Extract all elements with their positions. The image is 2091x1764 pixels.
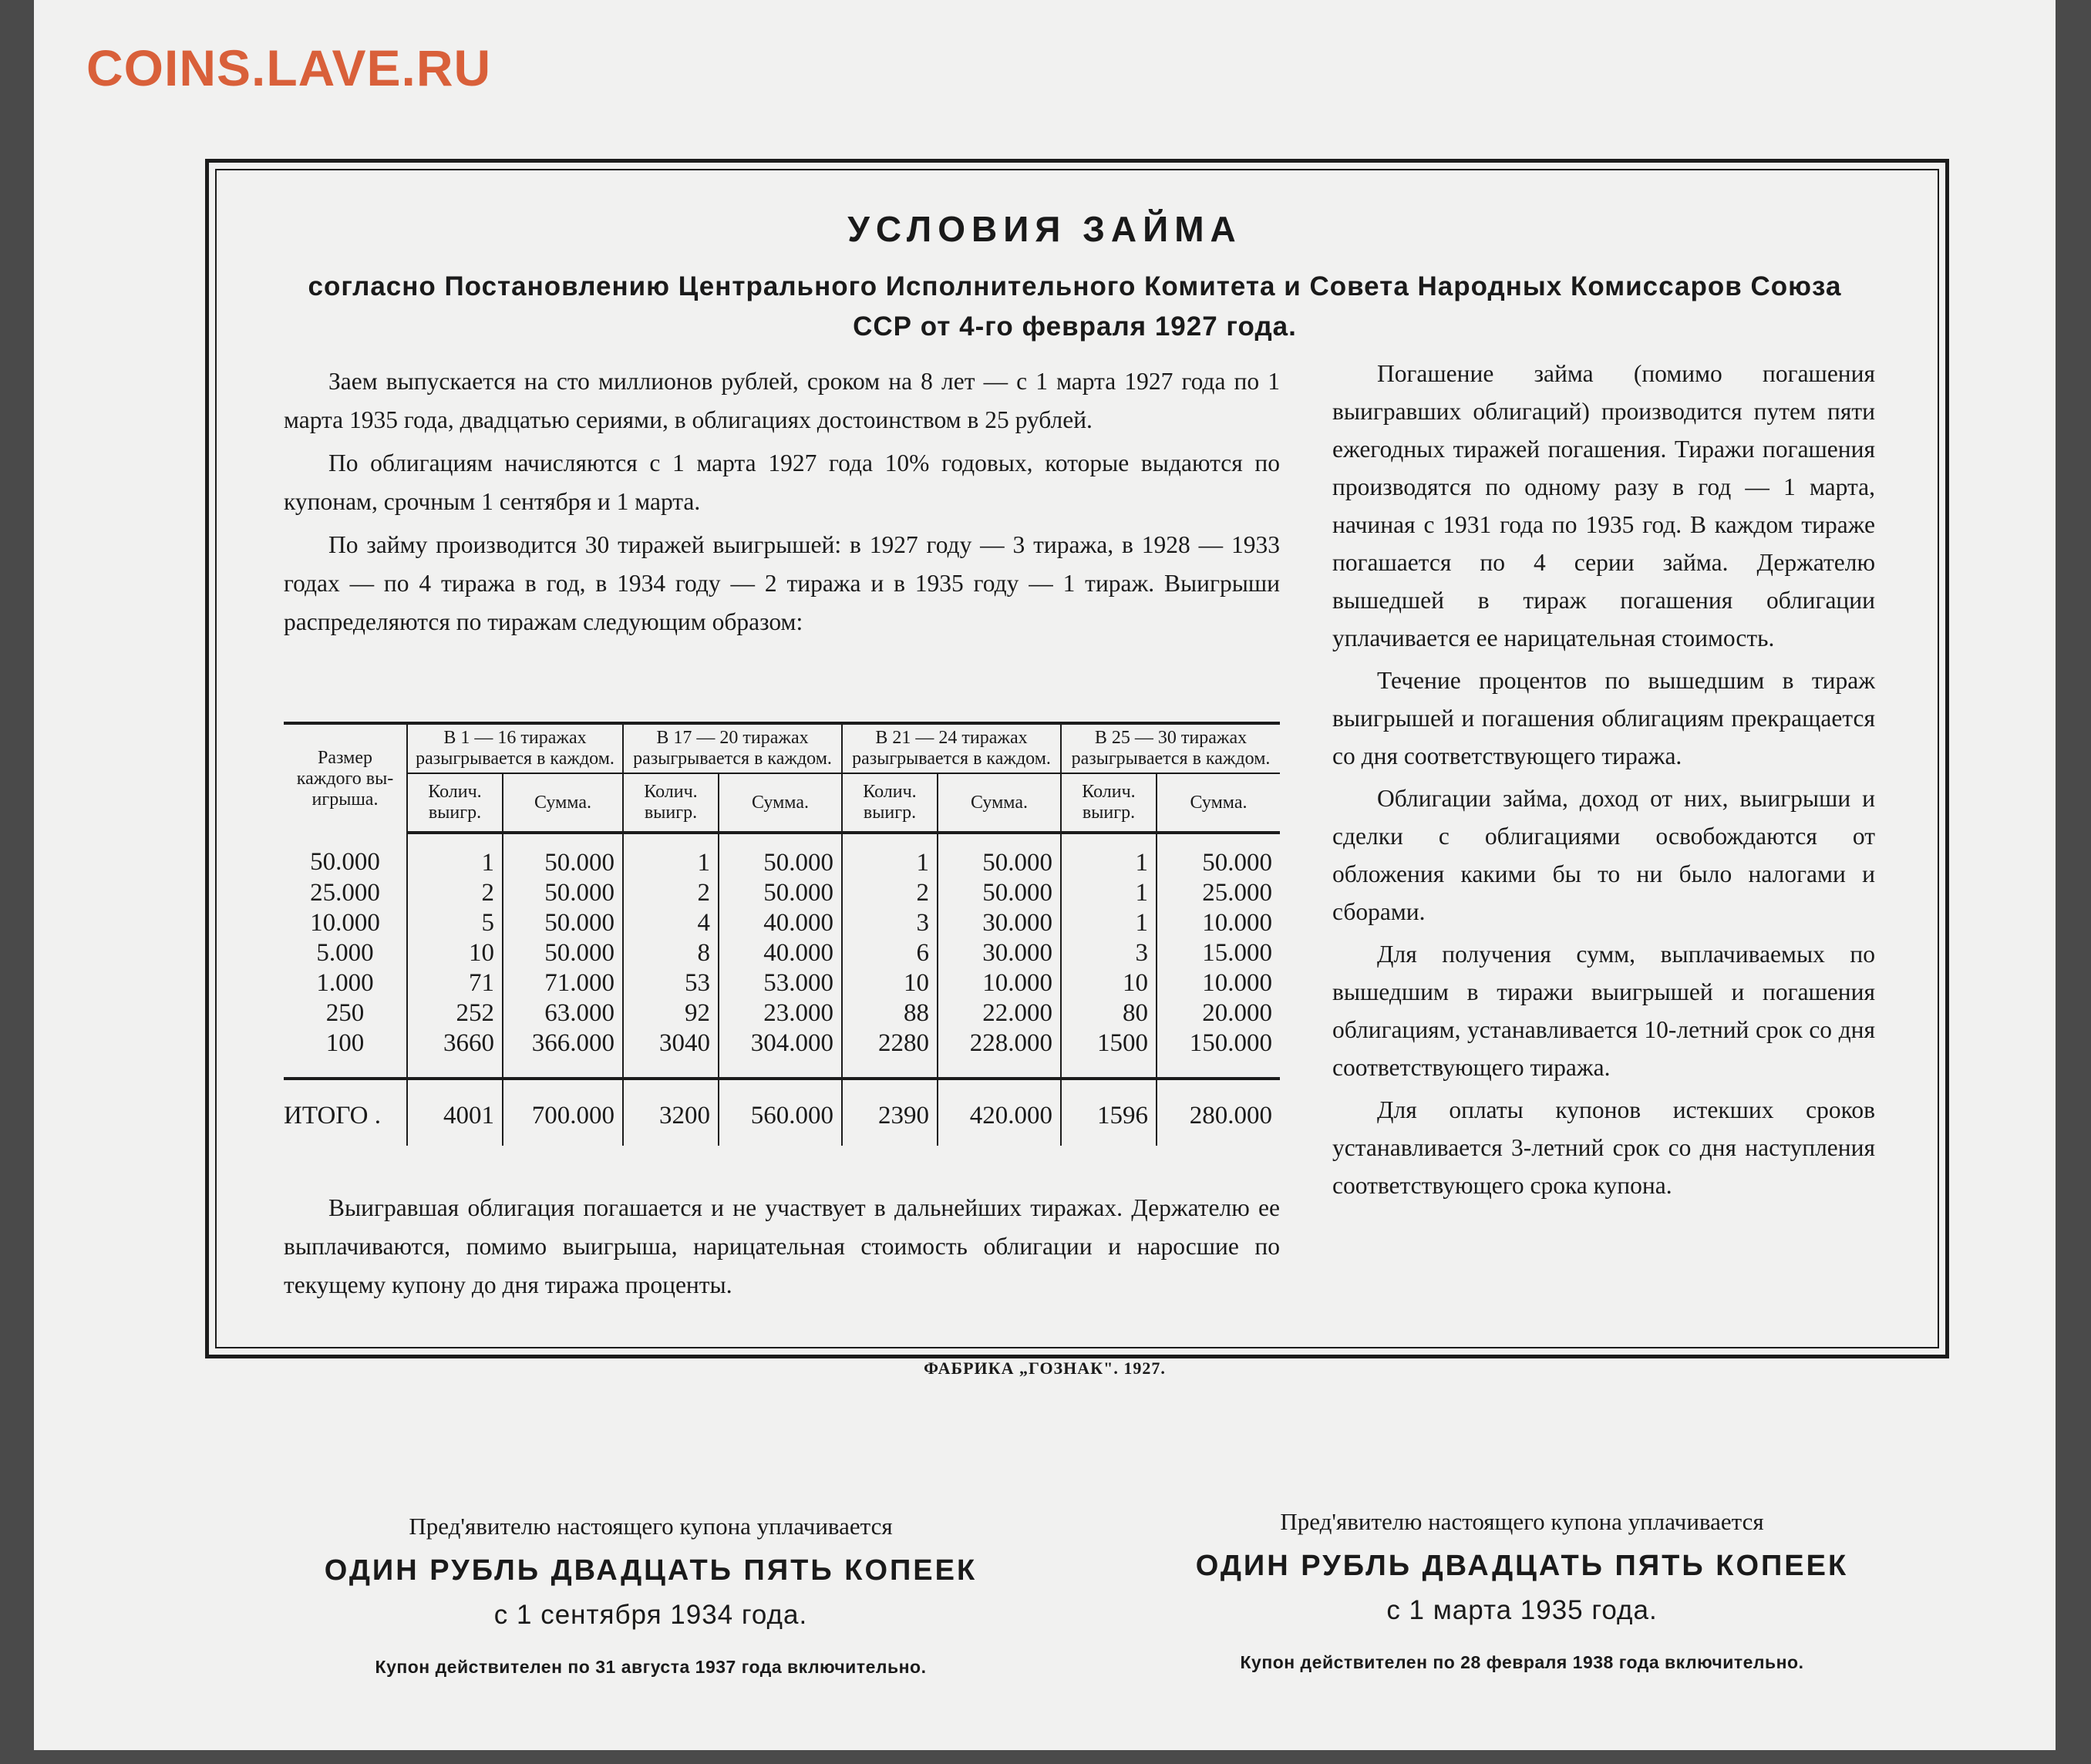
- win-count-cell: 88: [842, 998, 938, 1028]
- win-count-cell: 6: [842, 938, 938, 968]
- left-column: [284, 362, 1280, 646]
- win-count-cell: 10: [1061, 968, 1157, 998]
- draw-group-header: В 1 — 16 тиражах разыгрывается в каждом.: [407, 723, 623, 773]
- win-sum-cell: 50.000: [503, 878, 623, 908]
- coupon-validity: Купон действителен по 31 августа 1937 года включительно.: [375, 1657, 927, 1677]
- table-row: [284, 833, 1280, 878]
- right-paragraph: Облигации займа, доход от них, выигрыши и сделки с облигациями освобождаются от обложения какими бы то ни было налогами и сборами.: [1332, 785, 1875, 925]
- win-count-cell: 71: [407, 968, 503, 998]
- win-sum-cell: 40.000: [719, 938, 842, 968]
- sum-header: Сумма.: [503, 773, 623, 833]
- coupon-amount: ОДИН РУБЛЬ ДВАДЦАТЬ ПЯТЬ КОПЕЕК: [324, 1554, 978, 1587]
- win-sum-cell: 10.000: [1157, 908, 1280, 938]
- win-count-cell: 3: [842, 908, 938, 938]
- win-sum-cell: 40.000: [719, 908, 842, 938]
- win-count-cell: 1500: [1061, 1028, 1157, 1079]
- win-count-cell: 80: [1061, 998, 1157, 1028]
- right-paragraph: Погашение займа (помимо погашения выигравших облигаций) производится путем пяти ежегодных тиражей погашения. Тиражи погашения производятся по одному разу в год — 1 марта, начиная с 1931 года по 1935 год. В каждом тираже погашается по 4 серии займа. Держателю вышедшей в тираж погашения облигации уплачивается ее нарицательная стоимость.: [1332, 360, 1875, 651]
- document-subtitle: согласно Постановлению Центрального Исполнительного Комитета и Совета Народных Комиссаров Союза ССР от 4-го февраля 1927 года.: [308, 271, 1842, 342]
- win-sum-cell: 304.000: [719, 1028, 842, 1079]
- win-sum-cell: 50.000: [719, 833, 842, 878]
- win-sum-cell: 50.000: [503, 938, 623, 968]
- win-sum-cell: 50.000: [503, 908, 623, 938]
- win-sum-cell: 50.000: [938, 833, 1061, 878]
- total-cell: 4001: [407, 1079, 503, 1146]
- coupon-validity: Купон действителен по 28 февраля 1938 года включительно.: [1240, 1652, 1804, 1672]
- document-sheet: [34, 0, 2056, 1750]
- count-header: Колич. выигр.: [623, 773, 719, 833]
- win-count-cell: 1: [1061, 878, 1157, 908]
- coupon-date: с 1 марта 1935 года.: [1386, 1595, 1658, 1625]
- win-count-cell: 3660: [407, 1028, 503, 1079]
- table-row: [284, 938, 1280, 968]
- win-sum-cell: 50.000: [938, 878, 1061, 908]
- win-sum-cell: 50.000: [503, 833, 623, 878]
- total-cell: 1596: [1061, 1079, 1157, 1146]
- win-count-cell: 1: [842, 833, 938, 878]
- win-sum-cell: 63.000: [503, 998, 623, 1028]
- win-sum-cell: 150.000: [1157, 1028, 1280, 1079]
- left-paragraph: По займу производится 30 тиражей выигрышей: в 1927 году — 3 тиража, в 1928 — 1933 годах — по 4 тиража в год, в 1934 году — 2 тиража и в 1935 году — 1 тираж. Выигрыши распределяются по тиражам следующим образом:: [284, 531, 1280, 635]
- table-row: [284, 908, 1280, 938]
- win-sum-cell: 30.000: [938, 938, 1061, 968]
- document-title: УСЛОВИЯ ЗАЙМА: [847, 209, 1242, 249]
- win-size-cell: 1.000: [316, 969, 374, 997]
- watermark: COINS.LAVE.RU: [86, 39, 492, 96]
- win-sum-cell: 10.000: [1157, 968, 1280, 998]
- win-size-cell: 250: [325, 999, 365, 1027]
- win-sum-cell: 50.000: [1157, 833, 1280, 878]
- win-sum-cell: 71.000: [503, 968, 623, 998]
- win-count-cell: 92: [623, 998, 719, 1028]
- right-paragraph: Для получения сумм, выплачиваемых по вышедшим в тиражи выигрышей и погашения облигациям, устанавливается 10-летний срок со дня соответствующего тиража.: [1332, 941, 1875, 1081]
- win-count-cell: 2: [842, 878, 938, 908]
- total-cell: 3200: [623, 1079, 719, 1146]
- right-paragraph: Течение процентов по вышедшим в тираж выигрышей и погашения облигациям прекращается со дня соответствующего тиража.: [1332, 667, 1875, 769]
- win-count-cell: 53: [623, 968, 719, 998]
- table-row: [284, 878, 1280, 908]
- winnings-table: [284, 722, 1280, 1146]
- sum-header: Сумма.: [719, 773, 842, 833]
- win-size-cell: 5.000: [316, 939, 374, 967]
- draw-group-header: В 17 — 20 тиражах разыгрывается в каждом.: [623, 723, 842, 773]
- sum-header: Сумма.: [938, 773, 1061, 833]
- win-sum-cell: 22.000: [938, 998, 1061, 1028]
- right-paragraph: Для оплаты купонов истекших сроков устанавливается 3-летний срок со дня наступления соответствующего срока купона.: [1332, 1096, 1875, 1199]
- draw-group-header: В 25 — 30 тиражах разыгрывается в каждом.: [1061, 723, 1280, 773]
- win-count-cell: 8: [623, 938, 719, 968]
- win-size-cell: 25.000: [310, 879, 380, 907]
- total-cell: 560.000: [719, 1079, 842, 1146]
- win-count-cell: 1: [623, 833, 719, 878]
- after-table-text: [284, 1189, 1280, 1304]
- total-cell: 280.000: [1157, 1079, 1280, 1146]
- win-sum-cell: 20.000: [1157, 998, 1280, 1028]
- left-paragraph: Заем выпускается на сто миллионов рублей, сроком на 8 лет — с 1 марта 1927 года по 1 марта 1935 года, двадцатью сериями, в облигациях достоинством в 25 рублей.: [284, 368, 1280, 433]
- coupon-amount: ОДИН РУБЛЬ ДВАДЦАТЬ ПЯТЬ КОПЕЕК: [1195, 1550, 1849, 1582]
- win-count-cell: 2: [623, 878, 719, 908]
- win-sum-cell: 228.000: [938, 1028, 1061, 1079]
- win-count-cell: 1: [1061, 908, 1157, 938]
- win-sum-cell: 366.000: [503, 1028, 623, 1079]
- win-count-cell: 3: [1061, 938, 1157, 968]
- total-label: ИТОГО .: [284, 1079, 407, 1146]
- total-cell: 2390: [842, 1079, 938, 1146]
- left-paragraph: По облигациям начисляются с 1 марта 1927 года 10% годовых, которые выдаются по купонам, срочным 1 сентября и 1 марта.: [284, 449, 1280, 515]
- coupon-date: с 1 сентября 1934 года.: [493, 1600, 808, 1630]
- factory-imprint: ФАБРИКА „ГОЗНАК". 1927.: [924, 1358, 1166, 1378]
- count-header: Колич. выигр.: [407, 773, 503, 833]
- win-count-cell: 252: [407, 998, 503, 1028]
- win-sum-cell: 15.000: [1157, 938, 1280, 968]
- win-count-cell: 2280: [842, 1028, 938, 1079]
- win-count-cell: 10: [842, 968, 938, 998]
- win-count-cell: 10: [407, 938, 503, 968]
- sum-header: Сумма.: [1157, 773, 1280, 833]
- table-row: [284, 1028, 1280, 1079]
- size-header: Размер каждого вы-игрыша.: [284, 723, 407, 833]
- win-sum-cell: 10.000: [938, 968, 1061, 998]
- count-header: Колич. выигр.: [842, 773, 938, 833]
- win-sum-cell: 50.000: [719, 878, 842, 908]
- win-count-cell: 4: [623, 908, 719, 938]
- win-size-cell: 10.000: [310, 909, 380, 937]
- win-sum-cell: 53.000: [719, 968, 842, 998]
- coupon-bearer-text: Пред'явителю настоящего купона уплачивается: [409, 1513, 893, 1540]
- right-column: [1332, 355, 1875, 1209]
- win-size-cell: 100: [325, 1029, 365, 1057]
- total-cell: 700.000: [503, 1079, 623, 1146]
- coupon-right: [1113, 1508, 1931, 1673]
- count-header: Колич. выигр.: [1061, 773, 1157, 833]
- total-cell: 420.000: [938, 1079, 1061, 1146]
- after-table-paragraph: Выигравшая облигация погашается и не участвует в дальнейших тиражах. Держателю ее выплачиваются, помимо выигрыша, нарицательная стоимость облигации и наросшие по текущему купону до дня тиража проценты.: [284, 1194, 1280, 1298]
- table-row: [284, 998, 1280, 1028]
- win-count-cell: 1: [407, 833, 503, 878]
- draw-group-header: В 21 — 24 тиражах разыгрывается в каждом.: [842, 723, 1061, 773]
- win-count-cell: 3040: [623, 1028, 719, 1079]
- win-sum-cell: 25.000: [1157, 878, 1280, 908]
- table-row: [284, 968, 1280, 998]
- win-size-cell: 50.000: [310, 848, 380, 876]
- coupon-left: [242, 1513, 1059, 1678]
- coupon-bearer-text: Пред'явителю настоящего купона уплачивается: [1280, 1508, 1764, 1535]
- win-count-cell: 5: [407, 908, 503, 938]
- win-sum-cell: 30.000: [938, 908, 1061, 938]
- win-sum-cell: 23.000: [719, 998, 842, 1028]
- win-count-cell: 1: [1061, 833, 1157, 878]
- win-count-cell: 2: [407, 878, 503, 908]
